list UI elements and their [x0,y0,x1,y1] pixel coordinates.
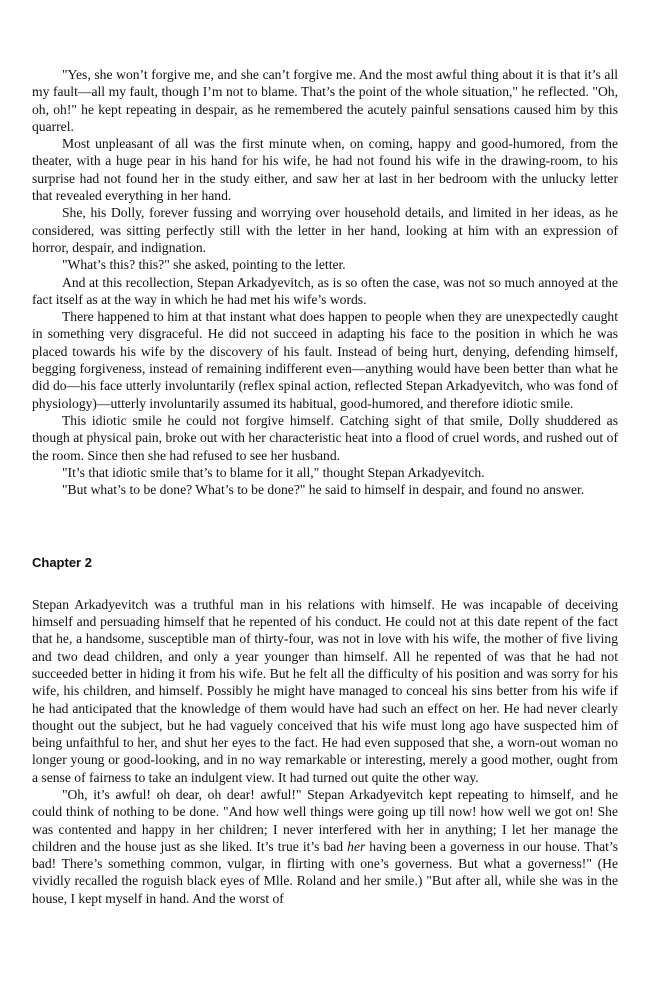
paragraph-text: "Oh, it’s awful! oh dear, oh dear! awful!" Stepan Arkadyevitch kept repeating to himself, and he could think of nothing to be done. "And how well things were going up till now! how well we got on! She was contented and happy in her children; I never interfered with her in anything; I let her manage the children and the house just as she liked. It’s true it’s bad [32,786,618,854]
paragraph: "It’s that idiotic smile that’s to blame for it all," thought Stepan Arkadyevitch. [62,464,485,480]
emphasis-text: her [347,838,366,854]
paragraph: "What’s this? this?" she asked, pointing to the letter. [62,257,346,273]
chapter-heading: Chapter 2 [32,555,92,571]
paragraph: There happened to him at that instant what does happen to people when they are unexpectedly caught in something very disgraceful. He did not succeed in adapting his face to the position in which he was placed towards his wife by the discovery of his fault. Instead of being hurt, denying, defending himself, begging forgiveness, instead of remaining indifferent even—anything would have been better than what he did do—his face utterly involuntarily (reflex spinal action, reflected Stepan Arkadyevitch, who was fond of physiology)—utterly involuntarily assumed its habitual, good-humored, and therefore idiotic smile. [32,309,618,411]
document-page [32,66,618,907]
paragraph: "But what’s to be done? What’s to be done?" he said to himself in despair, and found no answer. [62,482,585,498]
paragraph: Stepan Arkadyevitch was a truthful man in his relations with himself. He was incapable of deceiving himself and persuading himself that he repented of his conduct. He could not at this date repent of the fact that he, a handsome, susceptible man of thirty-four, was not in love with his wife, the mother of five living and two dead children, and only a year younger than himself. All he repented of was that he had not succeeded better in hiding it from his wife. But he felt all the difficulty of his position and was sorry for his wife, his children, and himself. Possibly he might have managed to conceal his sins better from his wife if he had anticipated that the knowledge of them would have had such an effect on her. He had never clearly thought out the subject, but he had vaguely conceived that his wife must long ago have suspected him of being unfaithful to her, and shut her eyes to the fact. He had even supposed that she, a worn-out woman no longer young or good-looking, and in no way remarkable or interesting, merely a good mother, ought from a sense of fairness to take an indulgent view. It had turned out quite the other way. [32,596,618,785]
paragraph: And at this recollection, Stepan Arkadyevitch, as is so often the case, was not so much annoyed at the fact itself as at the way in which he had met his wife’s words. [32,274,618,307]
paragraph [32,786,618,907]
paragraph: She, his Dolly, forever fussing and worrying over household details, and limited in her ideas, as he considered, was sitting perfectly still with the letter in her hand, looking at him with an expression of horror, despair, and indignation. [32,205,618,255]
paragraph: This idiotic smile he could not forgive himself. Catching sight of that smile, Dolly shuddered as though at physical pain, broke out with her characteristic heat into a flood of cruel words, and rushed out of the room. Since then she had refused to see her husband. [32,412,618,463]
paragraph: Most unpleasant of all was the first minute when, on coming, happy and good-humored, from the theater, with a huge pear in his hand for his wife, he had not found his wife in the drawing-room, to his surprise had not found her in the study either, and saw her at last in her bedroom with the unlucky letter that revealed everything in her hand. [32,136,618,204]
paragraph-text: having been a governess in our house. That’s bad! There’s something common, vulgar, in flirting with one’s governess. But what a governess!" (He vividly recalled the roguish black eyes of Mlle. Roland and her smile.) "But after all, while she was in the house, I kept myself in hand. And the worst of [32,838,619,906]
paragraph: "Yes, she won’t forgive me, and she can’t forgive me. And the most awful thing about it is that it’s all my fault—all my fault, though I’m not to blame. That’s the point of the whole situation," he reflected. "Oh, oh, oh!" he kept repeating in despair, as he remembered the acutely painful sensations caused him by this quarrel. [32,67,618,134]
